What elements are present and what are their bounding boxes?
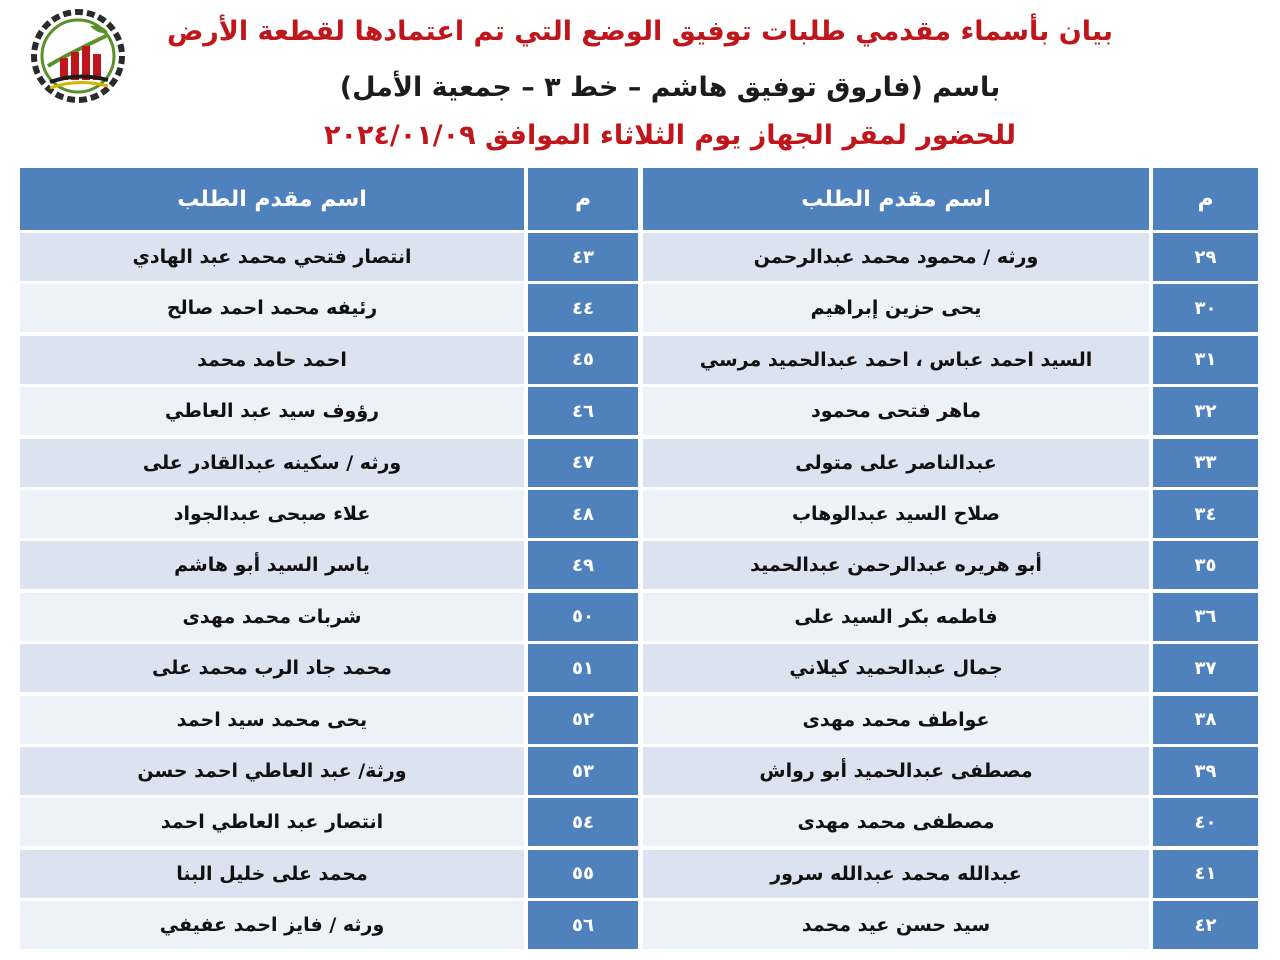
table-row bbox=[20, 850, 1258, 898]
serial-number-left: ٥٤ bbox=[528, 798, 638, 846]
table-row bbox=[20, 439, 1258, 487]
applicant-name-left: ورثه / سكينه عبدالقادر على bbox=[20, 439, 524, 487]
header-name-right: اسم مقدم الطلب bbox=[643, 168, 1149, 230]
table-header-row bbox=[20, 168, 1258, 230]
applicant-name-left: احمد حامد محمد bbox=[20, 336, 524, 384]
applicant-name-left: ورثه / فايز احمد عفيفي bbox=[20, 901, 524, 949]
serial-number-right: ٣٥ bbox=[1153, 541, 1258, 589]
serial-number-right: ٣١ bbox=[1153, 336, 1258, 384]
applicant-name-right: مصطفى عبدالحميد أبو رواش bbox=[643, 747, 1149, 795]
applicant-name-left: ورثة/ عبد العاطي احمد حسن bbox=[20, 747, 524, 795]
serial-number-right: ٣٤ bbox=[1153, 490, 1258, 538]
applicant-name-left: يحى محمد سيد احمد bbox=[20, 696, 524, 744]
table-row bbox=[20, 798, 1258, 846]
authority-logo-icon bbox=[28, 6, 128, 106]
applicant-name-right: جمال عبدالحميد كيلاني bbox=[643, 644, 1149, 692]
serial-number-right: ٣٦ bbox=[1153, 593, 1258, 641]
applicant-name-right: ماهر فتحى محمود bbox=[643, 387, 1149, 435]
applicant-name-right: ورثه / محمود محمد عبدالرحمن bbox=[643, 233, 1149, 281]
applicant-name-right: صلاح السيد عبدالوهاب bbox=[643, 490, 1149, 538]
table-row bbox=[20, 490, 1258, 538]
serial-number-right: ٣٢ bbox=[1153, 387, 1258, 435]
serial-number-right: ٣٨ bbox=[1153, 696, 1258, 744]
applicant-name-right: أبو هريره عبدالرحمن عبدالحميد bbox=[643, 541, 1149, 589]
applicant-name-left: ياسر السيد أبو هاشم bbox=[20, 541, 524, 589]
applicant-name-left: رؤوف سيد عبد العاطي bbox=[20, 387, 524, 435]
serial-number-left: ٤٥ bbox=[528, 336, 638, 384]
serial-number-left: ٥٦ bbox=[528, 901, 638, 949]
applicant-name-right: عبدالناصر على متولى bbox=[643, 439, 1149, 487]
serial-number-left: ٤٨ bbox=[528, 490, 638, 538]
applicants-table bbox=[20, 168, 1258, 950]
serial-number-right: ٣٠ bbox=[1153, 284, 1258, 332]
serial-number-right: ٤١ bbox=[1153, 850, 1258, 898]
serial-number-right: ٤٢ bbox=[1153, 901, 1258, 949]
title-line-1: بيان بأسماء مقدمي طلبات توفيق الوضع التي تم اعتمادها لقطعة الأرض bbox=[166, 16, 1114, 47]
applicant-name-right: مصطفى محمد مهدى bbox=[643, 798, 1149, 846]
serial-number-left: ٤٩ bbox=[528, 541, 638, 589]
table-row bbox=[20, 901, 1258, 949]
serial-number-left: ٥٣ bbox=[528, 747, 638, 795]
applicant-name-left: رئيفه محمد احمد صالح bbox=[20, 284, 524, 332]
table-row bbox=[20, 593, 1258, 641]
table-row bbox=[20, 644, 1258, 692]
serial-number-left: ٤٦ bbox=[528, 387, 638, 435]
table-row bbox=[20, 233, 1258, 281]
title-line-2: باسم (فاروق توفيق هاشم – خط ٣ – جمعية الأمل) bbox=[339, 72, 1001, 103]
applicant-name-right: سيد حسن عيد محمد bbox=[643, 901, 1149, 949]
applicant-name-left: علاء صبحى عبدالجواد bbox=[20, 490, 524, 538]
table-row bbox=[20, 747, 1258, 795]
applicant-name-right: السيد احمد عباس ، احمد عبدالحميد مرسي bbox=[643, 336, 1149, 384]
applicant-name-left: محمد جاد الرب محمد على bbox=[20, 644, 524, 692]
header-name-left: اسم مقدم الطلب bbox=[20, 168, 524, 230]
serial-number-left: ٤٤ bbox=[528, 284, 638, 332]
serial-number-right: ٣٧ bbox=[1153, 644, 1258, 692]
table-row bbox=[20, 284, 1258, 332]
table-row bbox=[20, 696, 1258, 744]
applicant-name-right: عبدالله محمد عبدالله سرور bbox=[643, 850, 1149, 898]
applicant-name-right: يحى حزين إبراهيم bbox=[643, 284, 1149, 332]
title-line-3: للحضور لمقر الجهاز يوم الثلاثاء الموافق ٢٠٢٤/٠١/٠٩ bbox=[323, 120, 1017, 151]
serial-number-left: ٥٠ bbox=[528, 593, 638, 641]
applicant-name-right: فاطمه بكر السيد على bbox=[643, 593, 1149, 641]
serial-number-right: ٤٠ bbox=[1153, 798, 1258, 846]
serial-number-left: ٤٧ bbox=[528, 439, 638, 487]
serial-number-left: ٤٣ bbox=[528, 233, 638, 281]
table-row bbox=[20, 336, 1258, 384]
table-row bbox=[20, 541, 1258, 589]
applicant-name-left: انتصار فتحي محمد عبد الهادي bbox=[20, 233, 524, 281]
applicant-name-left: محمد على خليل البنا bbox=[20, 850, 524, 898]
applicant-name-left: شربات محمد مهدى bbox=[20, 593, 524, 641]
table-row bbox=[20, 387, 1258, 435]
serial-number-left: ٥١ bbox=[528, 644, 638, 692]
applicant-name-right: عواطف محمد مهدى bbox=[643, 696, 1149, 744]
header-num-right: م bbox=[1153, 168, 1258, 230]
applicant-name-left: انتصار عبد العاطي احمد bbox=[20, 798, 524, 846]
serial-number-right: ٣٣ bbox=[1153, 439, 1258, 487]
serial-number-right: ٣٩ bbox=[1153, 747, 1258, 795]
serial-number-left: ٥٢ bbox=[528, 696, 638, 744]
header-num-left: م bbox=[528, 168, 638, 230]
serial-number-left: ٥٥ bbox=[528, 850, 638, 898]
serial-number-right: ٢٩ bbox=[1153, 233, 1258, 281]
